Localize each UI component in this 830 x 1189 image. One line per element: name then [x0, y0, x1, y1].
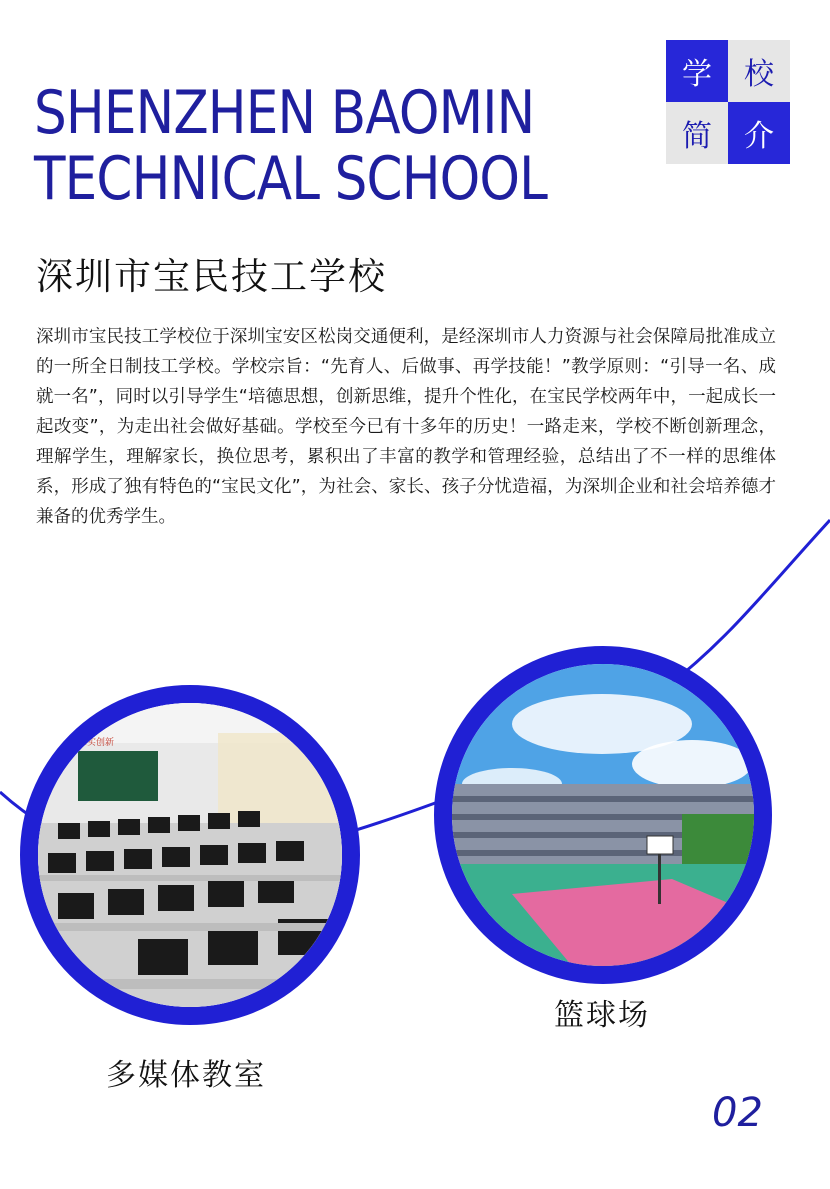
- school-name-chinese: 深圳市宝民技工学校: [36, 255, 387, 298]
- section-badge: [666, 40, 790, 164]
- page-number: 02: [712, 1090, 763, 1136]
- board-text: 求实创新: [78, 738, 115, 748]
- classroom-caption: 多媒体教室: [106, 1058, 266, 1093]
- classroom-photo: [20, 685, 360, 1025]
- badge-char-3: 简: [666, 102, 728, 164]
- school-introduction: 深圳市宝民技工学校位于深圳宝安区松岗交通便利，是经深圳市人力资源与社会保障局批准成立的一所全日制技工学校。学校宗旨：“先育人、后做事、再学技能！”教学原则：“引导一名、成就一名”，同时以引导学生“培德思想，创新思维，提升个性化，在宝民学校两年中，一起成长一起改变”，为走出社会做好基础。学校至今已有十多年的历史！一路走来，学校不断创新理念，理解学生，理解家长，换位思考，累积出了丰富的教学和管理经验，总结出了不一样的思维体系，形成了独有特色的“宝民文化”，为社会、家长、孩子分忧造福，为深圳企业和社会培养德才兼备的优秀学生。: [36, 327, 776, 527]
- badge-char-2: 校: [728, 40, 790, 102]
- basketball-court-caption: 篮球场: [554, 998, 650, 1033]
- school-name-english: [34, 80, 550, 212]
- badge-char-1: 学: [666, 40, 728, 102]
- title-en-line-2: TECHNICAL SCHOOL: [34, 144, 548, 214]
- badge-char-4: 介: [728, 102, 790, 164]
- basketball-court-photo: [434, 646, 772, 984]
- title-en-line-1: SHENZHEN BAOMIN: [34, 78, 535, 148]
